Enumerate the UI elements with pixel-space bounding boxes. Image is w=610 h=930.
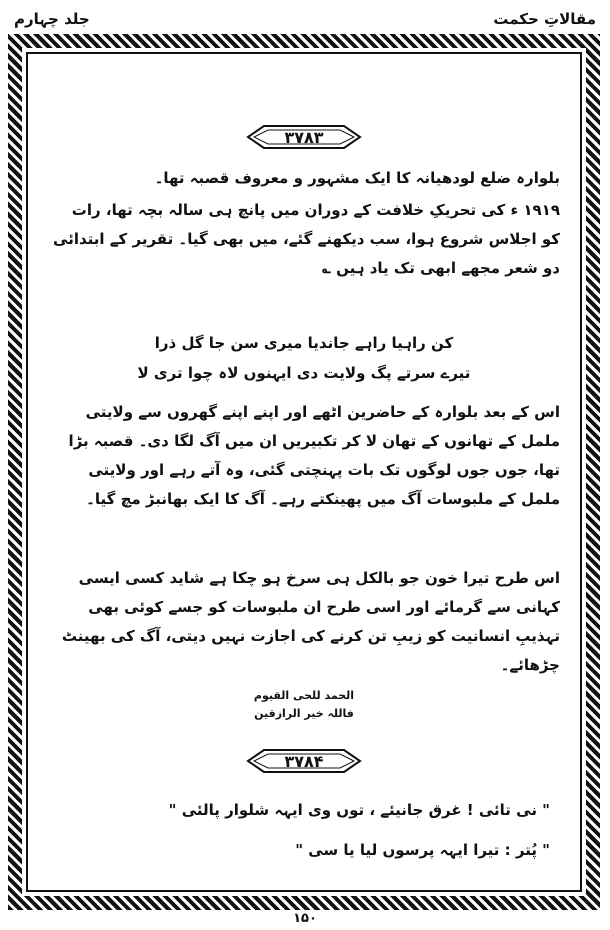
page-header — [14, 6, 596, 32]
book-title: مقالاتِ حکمت — [493, 10, 596, 28]
article-number-bottom: ۳۷۸۴ — [284, 751, 324, 771]
article-number-badge-bottom — [244, 746, 364, 776]
paragraph-intro: بلوارہ ضلع لودھیانہ کا ایک مشہور و معروف قصبہ تھا۔ — [154, 169, 560, 187]
signature-line-2: فاللہ خیر الرازقین — [254, 707, 354, 720]
page-content — [34, 60, 574, 884]
article-number-top: ۳۷۸۳ — [284, 127, 324, 147]
verse-line-2: تیرے سرتے پگ ولایت دی ایہنوں لاہ چوا تری لا — [137, 364, 471, 382]
verse-line-1: کن راہیا راہے جاندیا میری سن جا گل ذرا — [154, 334, 454, 352]
quote-line-2: " پُتر : تیرا ایہہ پرسوں لیا یا سی " — [295, 841, 550, 859]
paragraph-bonfire: اس کے بعد بلوارہ کے حاضرین اٹھے اور اپنے اپنے گھروں سے ولایتی ململ کے تھانوں کے تھان لا کر تکبیریں ان میں آگ لگا دی۔ قصبہ بڑا تھا، جوں جوں لوگوں تک بات پہنچتی گئی، وہ آتے رہے اور ولایتی ململ کے ملبوسات آگ میں پھینکتے رہے۔ آگ کا ایک بھانبڑ مچ گیا۔ — [68, 403, 560, 508]
paragraph-khilafat: ۱۹۱۹ ء کی تحریکِ خلافت کے دوران میں پانچ ہی سالہ بچہ تھا، رات کو اجلاس شروع ہوا، سب دیکھنے گئے، میں بھی گیا۔ تقریر کے ابتدائی دو شعر مجھے ابھی تک یاد ہیں ؎ — [53, 201, 560, 277]
volume-label: جلد چہارم — [14, 10, 90, 28]
signature-line-1: الحمد للحی القیوم — [253, 689, 355, 702]
paragraph-conclusion: اس طرح تیرا خون جو بالکل ہی سرخ ہو چکا ہے شاید کسی ایسی کہانی سے گرمائے اور اسی طرح ان ملبوسات کو جسے کوئی بھی تہذیبِ انسانیت کو زیبِ تن کرنے کی اجازت نہیں دیتی، آگ کی بھینٹ چڑھائے۔ — [61, 569, 560, 674]
article-number-badge-top — [244, 122, 364, 152]
page-number: ۱۵۰ — [293, 911, 317, 926]
quote-line-1: " نی تائی ! غرق جانیئے ، توں وی ایہہ شلوار پالئی " — [168, 801, 550, 819]
